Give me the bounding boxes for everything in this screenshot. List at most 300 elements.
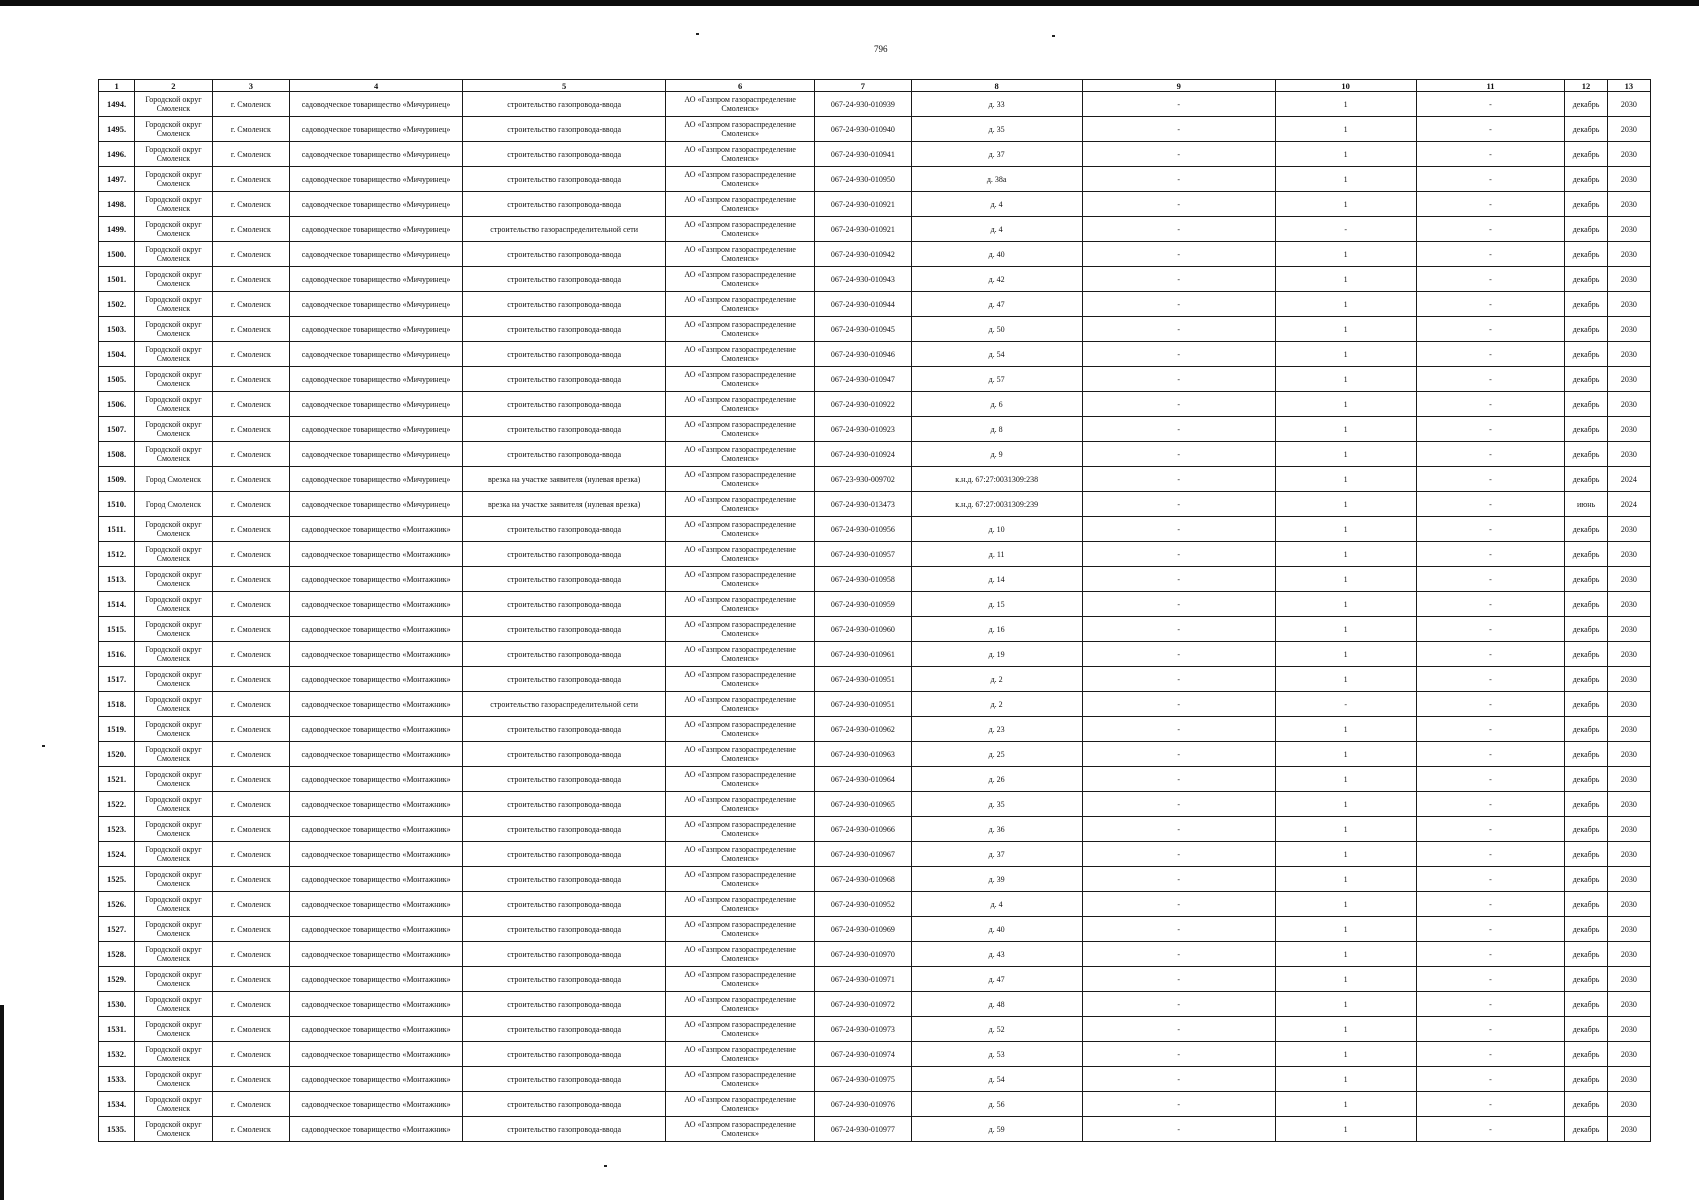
cell-month: декабрь	[1565, 867, 1607, 892]
cell-col-11-value: -	[1416, 842, 1565, 867]
cell-row-number: 1503.	[99, 317, 135, 342]
cell-work-type: строительство газопровода-ввода	[463, 767, 666, 792]
cell-application-number: 067-24-930-010950	[815, 167, 912, 192]
cell-address: д. 10	[911, 517, 1082, 542]
cell-row-number: 1507.	[99, 417, 135, 442]
table-row	[99, 1117, 1651, 1142]
cell-application-number: 067-24-930-010973	[815, 1017, 912, 1042]
cell-work-type: строительство газопровода-ввода	[463, 417, 666, 442]
cell-month: декабрь	[1565, 267, 1607, 292]
cell-municipality: Городской округ Смоленск	[135, 367, 212, 392]
cell-organization: АО «Газпром газораспределение Смоленск»	[666, 717, 815, 742]
cell-municipality: Городской округ Смоленск	[135, 117, 212, 142]
cell-row-number: 1526.	[99, 892, 135, 917]
cell-col-10-value: 1	[1275, 967, 1416, 992]
cell-municipality: Городской округ Смоленск	[135, 717, 212, 742]
cell-application-number: 067-24-930-010944	[815, 292, 912, 317]
cell-col-10-value: 1	[1275, 567, 1416, 592]
cell-application-number: 067-24-930-010921	[815, 217, 912, 242]
cell-col-10-value: 1	[1275, 942, 1416, 967]
cell-address: д. 48	[911, 992, 1082, 1017]
cell-col-11-value: -	[1416, 767, 1565, 792]
cell-application-number: 067-24-930-010924	[815, 442, 912, 467]
cell-year: 2030	[1607, 267, 1650, 292]
cell-col-9-value: -	[1082, 217, 1275, 242]
cell-address: д. 19	[911, 642, 1082, 667]
cell-year: 2030	[1607, 1067, 1650, 1092]
cell-settlement: г. Смоленск	[212, 567, 289, 592]
cell-organization: АО «Газпром газораспределение Смоленск»	[666, 1092, 815, 1117]
cell-col-9-value: -	[1082, 492, 1275, 517]
cell-year: 2030	[1607, 942, 1650, 967]
cell-organization: АО «Газпром газораспределение Смоленск»	[666, 967, 815, 992]
cell-col-11-value: -	[1416, 567, 1565, 592]
cell-application-number: 067-24-930-010965	[815, 792, 912, 817]
cell-address: д. 56	[911, 1092, 1082, 1117]
scan-left-edge	[0, 1005, 4, 1200]
cell-address: к.н.д. 67:27:0031309:239	[911, 492, 1082, 517]
cell-col-11-value: -	[1416, 317, 1565, 342]
cell-month: декабрь	[1565, 542, 1607, 567]
cell-col-9-value: -	[1082, 267, 1275, 292]
cell-year: 2030	[1607, 392, 1650, 417]
cell-work-type: строительство газопровода-ввода	[463, 142, 666, 167]
cell-settlement: г. Смоленск	[212, 792, 289, 817]
cell-col-10-value: 1	[1275, 492, 1416, 517]
cell-address: д. 42	[911, 267, 1082, 292]
table-row	[99, 342, 1651, 367]
cell-address: д. 38а	[911, 167, 1082, 192]
table-row	[99, 117, 1651, 142]
table-row	[99, 1067, 1651, 1092]
cell-organization: АО «Газпром газораспределение Смоленск»	[666, 667, 815, 692]
cell-address: д. 15	[911, 592, 1082, 617]
cell-address: д. 8	[911, 417, 1082, 442]
cell-row-number: 1501.	[99, 267, 135, 292]
table-row	[99, 667, 1651, 692]
cell-municipality: Городской округ Смоленск	[135, 767, 212, 792]
cell-organization: АО «Газпром газораспределение Смоленск»	[666, 917, 815, 942]
cell-col-10-value: 1	[1275, 442, 1416, 467]
cell-address: д. 4	[911, 192, 1082, 217]
register-table	[98, 79, 1651, 1142]
cell-month: декабрь	[1565, 942, 1607, 967]
cell-municipality: Город Смоленск	[135, 492, 212, 517]
cell-municipality: Городской округ Смоленск	[135, 867, 212, 892]
cell-col-9-value: -	[1082, 367, 1275, 392]
cell-col-10-value: 1	[1275, 1042, 1416, 1067]
cell-application-number: 067-24-930-010962	[815, 717, 912, 742]
cell-row-number: 1500.	[99, 242, 135, 267]
table-row	[99, 517, 1651, 542]
cell-work-type: строительство газопровода-ввода	[463, 917, 666, 942]
cell-col-10-value: 1	[1275, 642, 1416, 667]
cell-garden-association: садоводческое товарищество «Монтажник»	[290, 842, 463, 867]
cell-year: 2030	[1607, 367, 1650, 392]
cell-col-9-value: -	[1082, 92, 1275, 117]
cell-work-type: строительство газопровода-ввода	[463, 117, 666, 142]
cell-application-number: 067-24-930-010943	[815, 267, 912, 292]
cell-work-type: строительство газопровода-ввода	[463, 242, 666, 267]
cell-application-number: 067-24-930-010968	[815, 867, 912, 892]
cell-garden-association: садоводческое товарищество «Монтажник»	[290, 592, 463, 617]
cell-year: 2030	[1607, 292, 1650, 317]
cell-address: д. 50	[911, 317, 1082, 342]
cell-col-10-value: 1	[1275, 792, 1416, 817]
cell-year: 2030	[1607, 117, 1650, 142]
cell-col-11-value: -	[1416, 1017, 1565, 1042]
cell-col-11-value: -	[1416, 692, 1565, 717]
cell-settlement: г. Смоленск	[212, 1067, 289, 1092]
cell-organization: АО «Газпром газораспределение Смоленск»	[666, 767, 815, 792]
cell-col-11-value: -	[1416, 417, 1565, 442]
cell-col-11-value: -	[1416, 717, 1565, 742]
cell-col-11-value: -	[1416, 942, 1565, 967]
cell-garden-association: садоводческое товарищество «Монтажник»	[290, 1017, 463, 1042]
table-row	[99, 542, 1651, 567]
cell-row-number: 1516.	[99, 642, 135, 667]
cell-row-number: 1514.	[99, 592, 135, 617]
column-header-5: 5	[463, 80, 666, 92]
cell-col-11-value: -	[1416, 142, 1565, 167]
cell-row-number: 1535.	[99, 1117, 135, 1142]
cell-year: 2030	[1607, 867, 1650, 892]
cell-work-type: строительство газопровода-ввода	[463, 867, 666, 892]
cell-col-11-value: -	[1416, 542, 1565, 567]
cell-address: д. 52	[911, 1017, 1082, 1042]
cell-settlement: г. Смоленск	[212, 642, 289, 667]
cell-month: декабрь	[1565, 1117, 1607, 1142]
cell-year: 2030	[1607, 192, 1650, 217]
cell-col-10-value: 1	[1275, 817, 1416, 842]
cell-row-number: 1504.	[99, 342, 135, 367]
cell-application-number: 067-24-930-013473	[815, 492, 912, 517]
cell-municipality: Городской округ Смоленск	[135, 242, 212, 267]
cell-organization: АО «Газпром газораспределение Смоленск»	[666, 292, 815, 317]
cell-work-type: строительство газопровода-ввода	[463, 1067, 666, 1092]
table-row	[99, 1042, 1651, 1067]
cell-settlement: г. Смоленск	[212, 517, 289, 542]
cell-month: декабрь	[1565, 192, 1607, 217]
cell-organization: АО «Газпром газораспределение Смоленск»	[666, 542, 815, 567]
table-row	[99, 1017, 1651, 1042]
cell-address: д. 33	[911, 92, 1082, 117]
table-row	[99, 317, 1651, 342]
cell-col-10-value: 1	[1275, 417, 1416, 442]
cell-year: 2030	[1607, 342, 1650, 367]
cell-work-type: строительство газопровода-ввода	[463, 742, 666, 767]
cell-col-9-value: -	[1082, 642, 1275, 667]
cell-col-11-value: -	[1416, 892, 1565, 917]
cell-application-number: 067-24-930-010923	[815, 417, 912, 442]
table-row	[99, 792, 1651, 817]
cell-row-number: 1518.	[99, 692, 135, 717]
cell-row-number: 1497.	[99, 167, 135, 192]
cell-address: д. 39	[911, 867, 1082, 892]
cell-col-11-value: -	[1416, 517, 1565, 542]
cell-address: д. 43	[911, 942, 1082, 967]
cell-col-9-value: -	[1082, 1017, 1275, 1042]
cell-col-9-value: -	[1082, 792, 1275, 817]
cell-year: 2024	[1607, 467, 1650, 492]
cell-organization: АО «Газпром газораспределение Смоленск»	[666, 167, 815, 192]
cell-work-type: строительство газопровода-ввода	[463, 842, 666, 867]
cell-col-11-value: -	[1416, 592, 1565, 617]
cell-month: декабрь	[1565, 417, 1607, 442]
cell-garden-association: садоводческое товарищество «Монтажник»	[290, 1117, 463, 1142]
cell-garden-association: садоводческое товарищество «Монтажник»	[290, 792, 463, 817]
cell-work-type: строительство газопровода-ввода	[463, 1092, 666, 1117]
cell-work-type: строительство газопровода-ввода	[463, 642, 666, 667]
cell-col-9-value: -	[1082, 1042, 1275, 1067]
scan-top-border	[0, 0, 1699, 6]
cell-col-9-value: -	[1082, 1117, 1275, 1142]
cell-month: декабрь	[1565, 217, 1607, 242]
cell-row-number: 1533.	[99, 1067, 135, 1092]
table-row	[99, 617, 1651, 642]
cell-row-number: 1511.	[99, 517, 135, 542]
cell-row-number: 1513.	[99, 567, 135, 592]
cell-application-number: 067-24-930-010970	[815, 942, 912, 967]
cell-col-9-value: -	[1082, 167, 1275, 192]
cell-col-10-value: 1	[1275, 117, 1416, 142]
cell-row-number: 1512.	[99, 542, 135, 567]
cell-month: декабрь	[1565, 792, 1607, 817]
table-row	[99, 817, 1651, 842]
cell-col-10-value: 1	[1275, 917, 1416, 942]
cell-month: декабрь	[1565, 167, 1607, 192]
cell-municipality: Городской округ Смоленск	[135, 917, 212, 942]
cell-address: д. 47	[911, 292, 1082, 317]
cell-month: декабрь	[1565, 667, 1607, 692]
cell-work-type: врезка на участке заявителя (нулевая врезка)	[463, 492, 666, 517]
cell-row-number: 1519.	[99, 717, 135, 742]
cell-year: 2030	[1607, 817, 1650, 842]
cell-col-10-value: -	[1275, 692, 1416, 717]
cell-municipality: Городской округ Смоленск	[135, 842, 212, 867]
cell-col-9-value: -	[1082, 567, 1275, 592]
cell-application-number: 067-24-930-010946	[815, 342, 912, 367]
table-row	[99, 442, 1651, 467]
cell-work-type: строительство газопровода-ввода	[463, 1017, 666, 1042]
column-header-9: 9	[1082, 80, 1275, 92]
cell-settlement: г. Смоленск	[212, 317, 289, 342]
cell-col-11-value: -	[1416, 742, 1565, 767]
cell-settlement: г. Смоленск	[212, 592, 289, 617]
cell-settlement: г. Смоленск	[212, 167, 289, 192]
cell-col-10-value: 1	[1275, 767, 1416, 792]
table-row	[99, 217, 1651, 242]
cell-col-11-value: -	[1416, 217, 1565, 242]
cell-organization: АО «Газпром газораспределение Смоленск»	[666, 392, 815, 417]
cell-address: д. 2	[911, 692, 1082, 717]
cell-settlement: г. Смоленск	[212, 342, 289, 367]
cell-municipality: Городской округ Смоленск	[135, 392, 212, 417]
cell-garden-association: садоводческое товарищество «Монтажник»	[290, 717, 463, 742]
cell-month: декабрь	[1565, 117, 1607, 142]
cell-organization: АО «Газпром газораспределение Смоленск»	[666, 592, 815, 617]
cell-row-number: 1496.	[99, 142, 135, 167]
cell-address: д. 37	[911, 142, 1082, 167]
cell-organization: АО «Газпром газораспределение Смоленск»	[666, 242, 815, 267]
cell-address: д. 54	[911, 342, 1082, 367]
cell-row-number: 1520.	[99, 742, 135, 767]
cell-address: д. 57	[911, 367, 1082, 392]
cell-settlement: г. Смоленск	[212, 417, 289, 442]
cell-settlement: г. Смоленск	[212, 117, 289, 142]
cell-row-number: 1499.	[99, 217, 135, 242]
cell-row-number: 1527.	[99, 917, 135, 942]
table-row	[99, 567, 1651, 592]
cell-col-10-value: 1	[1275, 467, 1416, 492]
column-header-3: 3	[212, 80, 289, 92]
cell-municipality: Городской округ Смоленск	[135, 692, 212, 717]
cell-year: 2024	[1607, 492, 1650, 517]
cell-col-9-value: -	[1082, 342, 1275, 367]
cell-month: декабрь	[1565, 242, 1607, 267]
cell-work-type: строительство газопровода-ввода	[463, 442, 666, 467]
cell-organization: АО «Газпром газораспределение Смоленск»	[666, 617, 815, 642]
cell-month: декабрь	[1565, 592, 1607, 617]
table-row	[99, 467, 1651, 492]
cell-garden-association: садоводческое товарищество «Монтажник»	[290, 992, 463, 1017]
cell-garden-association: садоводческое товарищество «Мичуринец»	[290, 242, 463, 267]
column-header-12: 12	[1565, 80, 1607, 92]
cell-year: 2030	[1607, 642, 1650, 667]
cell-year: 2030	[1607, 92, 1650, 117]
cell-application-number: 067-24-930-010967	[815, 842, 912, 867]
table-row	[99, 192, 1651, 217]
cell-organization: АО «Газпром газораспределение Смоленск»	[666, 317, 815, 342]
cell-address: д. 47	[911, 967, 1082, 992]
cell-year: 2030	[1607, 592, 1650, 617]
cell-month: декабрь	[1565, 892, 1607, 917]
column-header-13: 13	[1607, 80, 1650, 92]
cell-garden-association: садоводческое товарищество «Монтажник»	[290, 917, 463, 942]
cell-settlement: г. Смоленск	[212, 892, 289, 917]
cell-month: декабрь	[1565, 992, 1607, 1017]
table-row	[99, 992, 1651, 1017]
cell-application-number: 067-24-930-010972	[815, 992, 912, 1017]
cell-month: декабрь	[1565, 842, 1607, 867]
cell-col-9-value: -	[1082, 817, 1275, 842]
cell-garden-association: садоводческое товарищество «Мичуринец»	[290, 367, 463, 392]
cell-address: д. 53	[911, 1042, 1082, 1067]
cell-settlement: г. Смоленск	[212, 1042, 289, 1067]
cell-year: 2030	[1607, 767, 1650, 792]
cell-col-10-value: 1	[1275, 292, 1416, 317]
cell-work-type: строительство газопровода-ввода	[463, 542, 666, 567]
cell-application-number: 067-24-930-010958	[815, 567, 912, 592]
cell-month: декабрь	[1565, 742, 1607, 767]
cell-organization: АО «Газпром газораспределение Смоленск»	[666, 267, 815, 292]
cell-organization: АО «Газпром газораспределение Смоленск»	[666, 817, 815, 842]
cell-settlement: г. Смоленск	[212, 392, 289, 417]
cell-month: декабрь	[1565, 767, 1607, 792]
cell-year: 2030	[1607, 917, 1650, 942]
cell-row-number: 1523.	[99, 817, 135, 842]
cell-municipality: Городской округ Смоленск	[135, 167, 212, 192]
cell-organization: АО «Газпром газораспределение Смоленск»	[666, 867, 815, 892]
cell-address: д. 4	[911, 217, 1082, 242]
cell-month: декабрь	[1565, 717, 1607, 742]
cell-col-11-value: -	[1416, 292, 1565, 317]
cell-row-number: 1506.	[99, 392, 135, 417]
cell-garden-association: садоводческое товарищество «Мичуринец»	[290, 267, 463, 292]
cell-settlement: г. Смоленск	[212, 967, 289, 992]
cell-garden-association: садоводческое товарищество «Монтажник»	[290, 517, 463, 542]
cell-col-11-value: -	[1416, 1067, 1565, 1092]
cell-year: 2030	[1607, 892, 1650, 917]
cell-work-type: строительство газораспределительной сети	[463, 692, 666, 717]
cell-col-10-value: 1	[1275, 317, 1416, 342]
cell-col-10-value: 1	[1275, 342, 1416, 367]
cell-col-11-value: -	[1416, 392, 1565, 417]
cell-work-type: строительство газопровода-ввода	[463, 567, 666, 592]
cell-garden-association: садоводческое товарищество «Монтажник»	[290, 967, 463, 992]
cell-year: 2030	[1607, 717, 1650, 742]
cell-application-number: 067-24-930-010951	[815, 667, 912, 692]
cell-garden-association: садоводческое товарищество «Мичуринец»	[290, 192, 463, 217]
page-number: 796	[874, 44, 888, 54]
table-row	[99, 242, 1651, 267]
cell-col-10-value: 1	[1275, 717, 1416, 742]
cell-row-number: 1515.	[99, 617, 135, 642]
cell-year: 2030	[1607, 542, 1650, 567]
cell-col-11-value: -	[1416, 467, 1565, 492]
cell-organization: АО «Газпром газораспределение Смоленск»	[666, 742, 815, 767]
cell-year: 2030	[1607, 992, 1650, 1017]
cell-year: 2030	[1607, 142, 1650, 167]
cell-col-11-value: -	[1416, 267, 1565, 292]
cell-garden-association: садоводческое товарищество «Монтажник»	[290, 1092, 463, 1117]
cell-municipality: Городской округ Смоленск	[135, 192, 212, 217]
cell-municipality: Городской округ Смоленск	[135, 817, 212, 842]
cell-work-type: строительство газопровода-ввода	[463, 817, 666, 842]
cell-garden-association: садоводческое товарищество «Мичуринец»	[290, 467, 463, 492]
cell-garden-association: садоводческое товарищество «Монтажник»	[290, 867, 463, 892]
column-header-7: 7	[815, 80, 912, 92]
cell-settlement: г. Смоленск	[212, 1017, 289, 1042]
scan-speck	[604, 1165, 607, 1167]
cell-month: декабрь	[1565, 92, 1607, 117]
cell-settlement: г. Смоленск	[212, 367, 289, 392]
cell-col-11-value: -	[1416, 667, 1565, 692]
cell-col-11-value: -	[1416, 167, 1565, 192]
cell-municipality: Городской округ Смоленск	[135, 342, 212, 367]
cell-row-number: 1525.	[99, 867, 135, 892]
cell-col-10-value: 1	[1275, 192, 1416, 217]
cell-work-type: строительство газопровода-ввода	[463, 667, 666, 692]
cell-address: д. 37	[911, 842, 1082, 867]
cell-municipality: Городской округ Смоленск	[135, 442, 212, 467]
cell-col-9-value: -	[1082, 967, 1275, 992]
column-header-10: 10	[1275, 80, 1416, 92]
cell-organization: АО «Газпром газораспределение Смоленск»	[666, 517, 815, 542]
cell-address: д. 26	[911, 767, 1082, 792]
cell-settlement: г. Смоленск	[212, 742, 289, 767]
cell-address: д. 40	[911, 242, 1082, 267]
table-header-row	[99, 80, 1651, 92]
cell-organization: АО «Газпром газораспределение Смоленск»	[666, 842, 815, 867]
cell-organization: АО «Газпром газораспределение Смоленск»	[666, 1017, 815, 1042]
cell-col-11-value: -	[1416, 367, 1565, 392]
cell-application-number: 067-24-930-010960	[815, 617, 912, 642]
cell-col-9-value: -	[1082, 867, 1275, 892]
cell-organization: АО «Газпром газораспределение Смоленск»	[666, 92, 815, 117]
cell-work-type: строительство газопровода-ввода	[463, 267, 666, 292]
cell-month: декабрь	[1565, 292, 1607, 317]
